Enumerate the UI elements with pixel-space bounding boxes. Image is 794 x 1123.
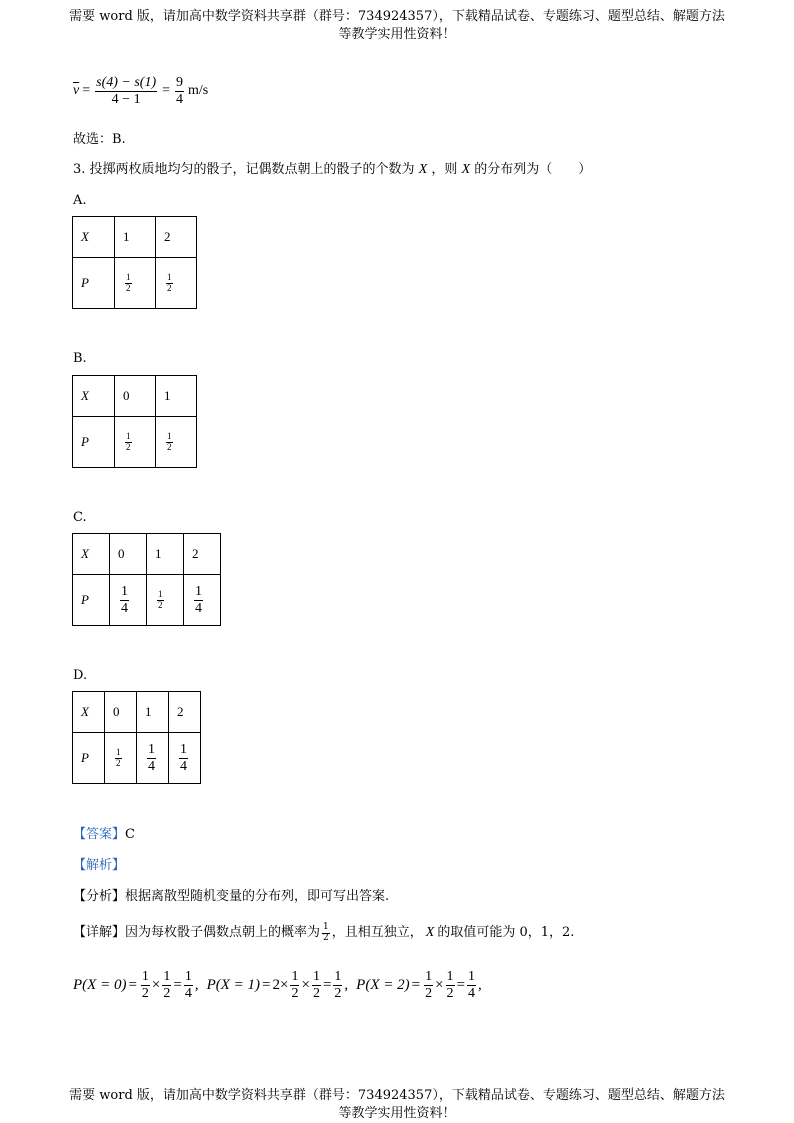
table-cell: $\frac{1}{2}$ <box>115 417 156 468</box>
table-cell: $\frac{1}{2}$ <box>105 733 137 784</box>
table-cell: 1 <box>137 692 169 733</box>
table-header-p: P <box>73 417 115 468</box>
table-cell: $\frac{1}{4}$ <box>169 733 201 784</box>
table-cell: 2 <box>156 217 197 258</box>
table-header-x: X <box>73 692 105 733</box>
prob-0-lhs: P(X = 0) <box>73 976 127 993</box>
table-header-x: X <box>73 376 115 417</box>
option-c-label[interactable]: C. <box>73 510 87 525</box>
prob-2-result: $\frac{1}{4}$ <box>468 969 475 1001</box>
table-cell: $\frac{1}{2}$ <box>115 258 156 309</box>
option-a-table <box>72 216 197 309</box>
analysis-tag: 【解析】 <box>73 858 126 873</box>
detail-text-c: 的取值可能为 0，1，2. <box>437 925 575 940</box>
table-cell: 1 <box>156 376 197 417</box>
analysis-line <box>73 888 389 906</box>
question-number: 3. <box>73 162 86 177</box>
table-cell: 2 <box>169 692 201 733</box>
question-3 <box>73 161 591 179</box>
table-cell: $\frac{1}{2}$ <box>156 258 197 309</box>
velocity-result-numerator: 9 <box>176 75 184 91</box>
answer-line <box>73 826 135 844</box>
table-cell: 1 <box>115 217 156 258</box>
table-header-p: P <box>73 575 110 626</box>
header-line-2: 等教学实用性资料！ <box>338 27 456 42</box>
table-cell: $\frac{1}{4}$ <box>110 575 147 626</box>
table-cell: 2 <box>184 534 221 575</box>
footer-line-2: 等教学实用性资料！ <box>338 1106 456 1121</box>
previous-answer: 故选：B. <box>73 132 126 147</box>
prob-2-lhs: P(X = 2) <box>356 976 410 993</box>
velocity-symbol: $\overline{v}$ <box>73 83 80 98</box>
table-header-p: P <box>73 258 115 309</box>
table-cell: $\frac{1}{4}$ <box>184 575 221 626</box>
fenxi-text: 根据离散型随机变量的分布列，即可写出答案. <box>125 889 390 904</box>
page-header <box>0 8 794 44</box>
question-text-c: 的分布列为（ ） <box>474 162 592 177</box>
velocity-numerator: s(4) − s(1) <box>96 75 157 91</box>
detail-tag: 【详解】 <box>73 925 126 940</box>
question-var-x: X <box>418 162 428 177</box>
prob-1-lhs: P(X = 1) <box>206 976 261 993</box>
answer-tag: 【答案】 <box>73 827 126 842</box>
table-header-p: P <box>73 733 105 784</box>
question-text-b: ，则 <box>431 162 458 177</box>
velocity-formula: $\overline{v}$ = $\frac{s(4) - s(1)}{4 - 1}$ = $\frac{9}{4}$ m/s <box>73 75 209 107</box>
page-footer <box>0 1087 794 1123</box>
table-cell: $\frac{1}{2}$ <box>156 417 197 468</box>
velocity-result-fraction <box>175 75 184 107</box>
option-c-table <box>72 533 221 626</box>
detail-var-x: X <box>425 925 435 940</box>
table-cell: 0 <box>110 534 147 575</box>
velocity-unit: m/s <box>188 83 209 98</box>
option-a-label[interactable]: A. <box>73 193 87 208</box>
prob-1-result: $\frac{1}{2}$ <box>334 969 342 1001</box>
detail-text-a: 因为每枚骰子偶数点朝上的概率为 <box>125 925 321 940</box>
probability-line: P(X = 0) = $\frac{1}{2}$ × $\frac{1}{2}$ = $\frac{1}{4}$ , P(X = 1) = 2× $\frac{1}{2}$ × $\frac{1}{2}$ = $\frac{1}{2}$ , P(X = 2) = $\frac{1}{2}$ × $\frac{1}{2}$ = $\frac{1}{4}$ , <box>73 969 482 1001</box>
velocity-fraction <box>95 75 157 107</box>
table-cell: 0 <box>115 376 156 417</box>
velocity-denominator: 4 − 1 <box>111 91 141 107</box>
option-b-table <box>72 375 197 468</box>
table-cell: 1 <box>147 534 184 575</box>
footer-line-1: 需要 word 版，请加高中数学资料共享群（群号：734924357），下载精品试卷、专题练习、题型总结、解题方法 <box>69 1088 725 1103</box>
table-cell: $\frac{1}{2}$ <box>147 575 184 626</box>
detail-text-b: ，且相互独立， <box>331 925 423 940</box>
table-cell: $\frac{1}{4}$ <box>137 733 169 784</box>
table-cell: 0 <box>105 692 137 733</box>
option-b-label[interactable]: B. <box>73 351 87 366</box>
table-header-x: X <box>73 217 115 258</box>
prob-0-result: $\frac{1}{4}$ <box>184 969 192 1001</box>
question-var-x-2: X <box>461 162 471 177</box>
detail-fraction: $\frac{1}{2}$ <box>323 921 329 943</box>
question-text-a: 投掷两枚质地均匀的骰子，记偶数点朝上的骰子的个数为 <box>89 162 415 177</box>
velocity-result-denominator: 4 <box>176 91 184 107</box>
option-d-table <box>72 691 201 784</box>
table-header-x: X <box>73 534 110 575</box>
option-d-label[interactable]: D. <box>73 668 88 683</box>
fenxi-tag: 【分析】 <box>73 889 126 904</box>
header-line-1: 需要 word 版，请加高中数学资料共享群（群号：734924357），下载精品试卷、专题练习、题型总结、解题方法 <box>69 9 725 24</box>
answer-value: C <box>125 827 135 842</box>
detail-line <box>73 918 574 948</box>
